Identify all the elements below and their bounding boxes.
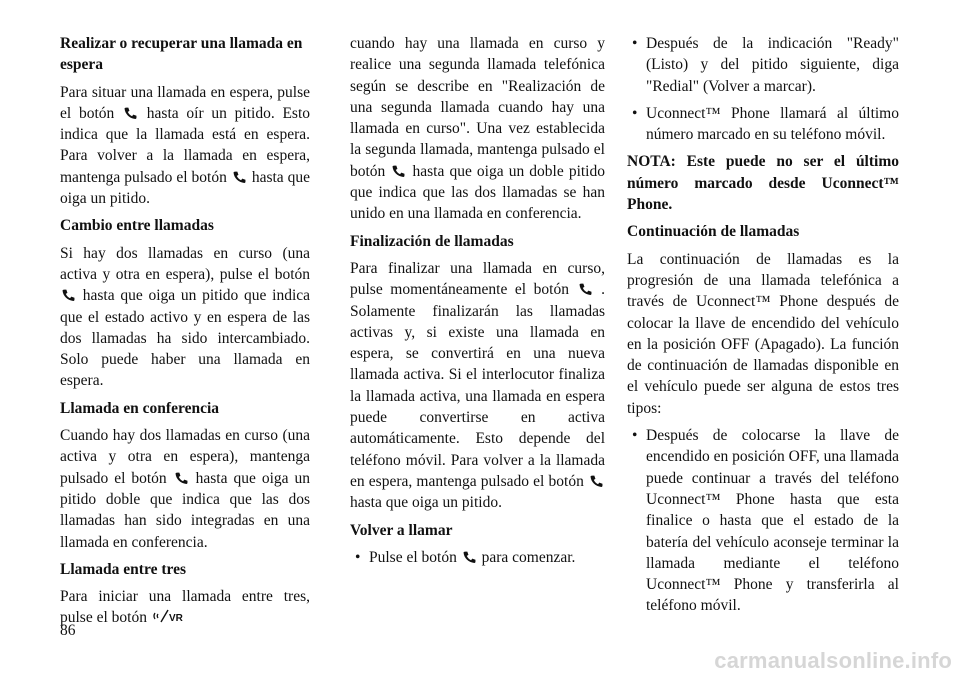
phone-icon xyxy=(463,551,476,563)
text-switch-b: hasta que oiga un pitido que indica que el estado activo y en espera de las dos llamadas ha sido intercambiado. Solo puede haber una llamada en espera. xyxy=(60,287,311,390)
paragraph-three-way-call-cont xyxy=(350,33,605,225)
text-conference-b: hasta que oiga un pitido doble que indica que las dos llamadas han sido integradas en una llamada en conferencia. xyxy=(60,469,310,551)
text-switch-a: Si hay dos llamadas en curso (una activa y otra en espera), pulse el botón xyxy=(60,244,310,283)
phone-icon xyxy=(392,165,405,177)
text-hold-a: Para situar una llamada en espera, pulse el botón xyxy=(60,83,310,122)
paragraph-three-way-call-start xyxy=(60,586,310,629)
redial-list xyxy=(350,547,605,568)
heading-conference-call: Llamada en conferencia xyxy=(60,399,220,417)
paragraph-ending-calls xyxy=(350,258,605,514)
paragraph-conference-call xyxy=(60,425,310,553)
column-right xyxy=(627,33,899,623)
text-three-way-c: hasta que oiga un doble pitido que indica que las dos llamadas se han unido en una llamada en conferencia. xyxy=(350,162,605,223)
list-item: • Uconnect™ Phone llamará al último número marcado en su teléfono móvil. xyxy=(627,103,899,146)
text-redial-b1-b: para comenzar. xyxy=(481,548,576,566)
phone-icon xyxy=(62,289,75,301)
heading-redial: Volver a llamar xyxy=(350,521,453,539)
heading-three-way-call: Llamada entre tres xyxy=(60,560,186,578)
svg-text:VR: VR xyxy=(168,613,183,624)
page-number: 86 xyxy=(60,622,76,639)
text-three-way-b: cuando hay una llamada en curso y realice una segunda llamada telefónica según se describe en "Realización de una segunda llamada cuando hay una llamada en curso". Una vez establecida la segunda llamada, mantenga pulsado el botón xyxy=(350,35,605,180)
text-conference-a: Cuando hay dos llamadas en curso (una activa y otra en espera), mantenga pulsado el botón xyxy=(60,427,310,487)
phone-icon xyxy=(590,475,603,487)
text-three-way-a: Para iniciar una llamada entre tres, pulse el botón xyxy=(60,588,310,627)
watermark: carmanualsonline.info xyxy=(714,648,952,673)
text-hold-b: hasta oír un pitido. Esto indica que la llamada está en espera. Para volver a la llamada en espera, mantenga pulsado el botón xyxy=(60,104,311,186)
redial-list-cont xyxy=(627,33,899,145)
paragraph-switch-calls xyxy=(60,243,310,392)
text-ending-b: . Solamente finalizarán las llamadas activas y, si existe una llamada en espera, se convertirá en una nueva llamada activa. Si el interlocutor finaliza la llamada activa, una llamada en espera puede convertirse en activa automáticamente. Esto depende del teléfono móvil. Para volver a la llamada en espera, mantenga pulsado el botón xyxy=(350,281,606,490)
heading-hold-call: Realizar o recuperar una llamada en espera xyxy=(60,35,303,74)
phone-icon xyxy=(579,283,592,295)
heading-switch-calls: Cambio entre llamadas xyxy=(60,217,214,235)
list-item: • Después de colocarse la llave de encendido en posición OFF, una llamada puede continuar a través del teléfono Uconnect™ Phone hasta que esta finalice o hasta que el estado de la batería del vehículo aconseje terminar la llamada mediante el teléfono Uconnect™ Phone y transferirla al teléfono móvil. xyxy=(627,425,899,617)
phone-icon xyxy=(175,472,188,484)
continuation-list xyxy=(627,425,899,617)
column-middle xyxy=(350,33,605,574)
list-item: • Después de la indicación "Ready" (Listo) y del pitido siguiente, diga "Redial" (Volver a marcar). xyxy=(627,33,899,97)
list-item xyxy=(350,547,605,568)
phone-icon xyxy=(124,107,137,119)
vr-voice-icon xyxy=(153,609,187,623)
text-redial-b1-a: Pulse el botón xyxy=(369,548,457,566)
paragraph-hold-call xyxy=(60,82,310,210)
heading-ending-calls: Finalización de llamadas xyxy=(350,232,514,250)
note-redial: NOTA: Este puede no ser el último número marcado desde Uconnect™ Phone. xyxy=(627,153,899,214)
column-left xyxy=(60,33,310,635)
paragraph-call-continuation: La continuación de llamadas es la progresión de una llamada telefónica a través de Uconnect™ Phone después de colocar la llave de encendido del vehículo en la posición OFF (Apagado). La función de continuación de llamadas disponible en el vehículo puede ser alguna de estos tres tipos: xyxy=(627,250,899,417)
text-ending-c: hasta que oiga un pitido. xyxy=(350,494,502,512)
text-hold-c: hasta que oiga un pitido. xyxy=(60,168,311,208)
heading-call-continuation: Continuación de llamadas xyxy=(627,223,800,241)
text-ending-a: Para finalizar una llamada en curso, pulse momentáneamente el botón xyxy=(350,259,605,299)
phone-icon xyxy=(233,171,246,183)
